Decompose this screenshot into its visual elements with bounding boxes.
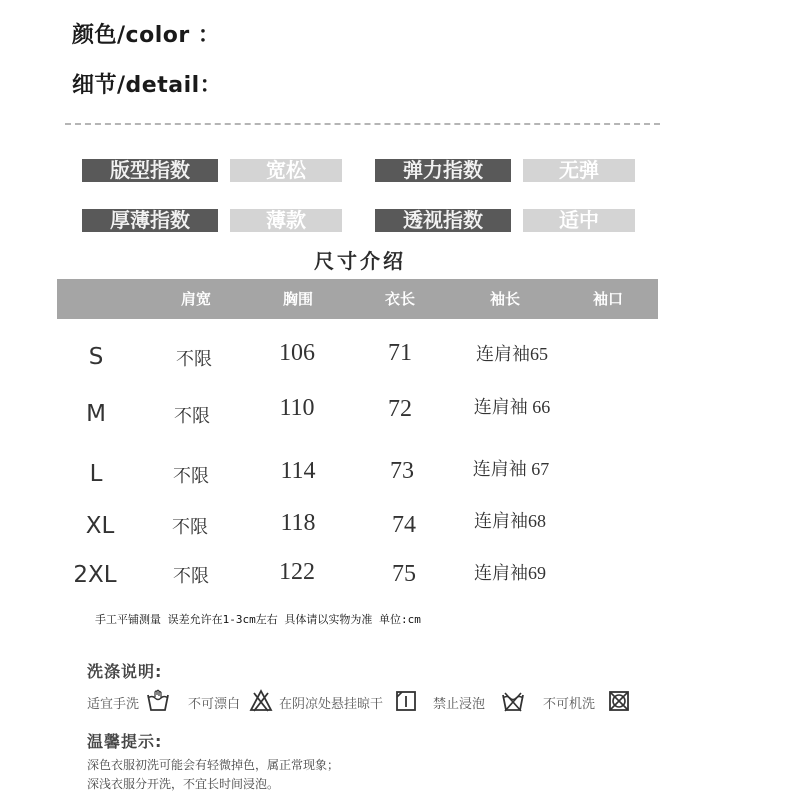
cell-shoulder: 不限: [173, 566, 209, 586]
cell-sleeve: 连肩袖68: [474, 511, 546, 531]
cell-chest: 122: [279, 559, 315, 585]
sheer-index-value: 适中: [523, 209, 635, 232]
no-soak-icon: [501, 689, 525, 713]
cell-sleeve: 连肩袖65: [476, 344, 548, 364]
divider: [65, 123, 660, 125]
cell-length: 75: [392, 561, 416, 587]
fit-index-label: 版型指数: [82, 159, 218, 182]
table-row: [0, 458, 800, 494]
cell-chest: 110: [279, 395, 315, 421]
care-hang-dry-label: 在阴凉处悬挂晾干: [279, 697, 384, 712]
header-sleeve: 袖长: [489, 290, 520, 308]
thickness-index-value: 薄款: [230, 209, 342, 232]
sheer-index-label: 透视指数: [375, 209, 511, 232]
tip-line: 深浅衣服分开洗，不宜长时间浸泡。: [87, 777, 280, 791]
cell-chest: 106: [279, 340, 315, 366]
hand-wash-icon: [146, 689, 170, 713]
cell-shoulder: 不限: [173, 466, 209, 486]
cell-chest: 114: [280, 458, 316, 484]
tips-title: 温馨提示:: [87, 732, 163, 751]
table-row: [0, 559, 800, 595]
hang-dry-shade-icon: [394, 689, 418, 713]
cell-size: XL: [85, 513, 115, 539]
care-hand-wash-label: 适宜手洗: [87, 697, 140, 712]
cell-size: L: [89, 461, 103, 487]
measurement-note: 手工平铺测量 误差允许在1-3cm左右 具体请以实物为准 单位:cm: [95, 613, 421, 626]
stretch-index-label: 弹力指数: [375, 159, 511, 182]
cell-length: 71: [388, 340, 412, 366]
table-row: [0, 510, 800, 546]
no-bleach-icon: [249, 689, 273, 713]
cell-sleeve: 连肩袖 67: [472, 459, 550, 479]
cell-sleeve: 连肩袖 66: [473, 397, 551, 417]
header-chest: 胸围: [282, 290, 313, 308]
header-cuff: 袖口: [592, 290, 623, 308]
stretch-index-value: 无弹: [523, 159, 635, 182]
detail-label: 细节/detail：: [72, 73, 223, 98]
cell-length: 72: [388, 396, 412, 422]
care-no-soak-label: 禁止浸泡: [433, 697, 486, 712]
tip-line: 深色衣服初洗可能会有轻微掉色，属正常现象；: [87, 758, 340, 772]
table-row: [0, 340, 800, 376]
size-chart-title: 尺寸介绍: [314, 249, 406, 273]
cell-chest: 118: [280, 510, 316, 536]
cell-sleeve: 连肩袖69: [474, 563, 546, 583]
cell-length: 73: [390, 458, 414, 484]
cell-shoulder: 不限: [172, 517, 208, 537]
header-shoulder: 肩宽: [180, 290, 211, 308]
cell-length: 74: [392, 512, 416, 538]
table-row: [0, 395, 800, 431]
cell-shoulder: 不限: [176, 349, 212, 369]
care-no-machine-wash-label: 不可机洗: [543, 697, 596, 712]
color-label: 颜色/color ：: [72, 23, 221, 48]
care-no-bleach-label: 不可漂白: [188, 697, 241, 712]
cell-size: M: [86, 401, 106, 427]
size-table-header: [57, 279, 658, 319]
header-length: 衣长: [384, 290, 415, 308]
thickness-index-label: 厚薄指数: [82, 209, 218, 232]
cell-shoulder: 不限: [174, 406, 210, 426]
cell-size: 2XL: [73, 562, 117, 588]
no-machine-wash-icon: [607, 689, 631, 713]
cell-size: S: [88, 344, 104, 370]
washing-title: 洗涤说明:: [87, 662, 163, 681]
fit-index-value: 宽松: [230, 159, 342, 182]
